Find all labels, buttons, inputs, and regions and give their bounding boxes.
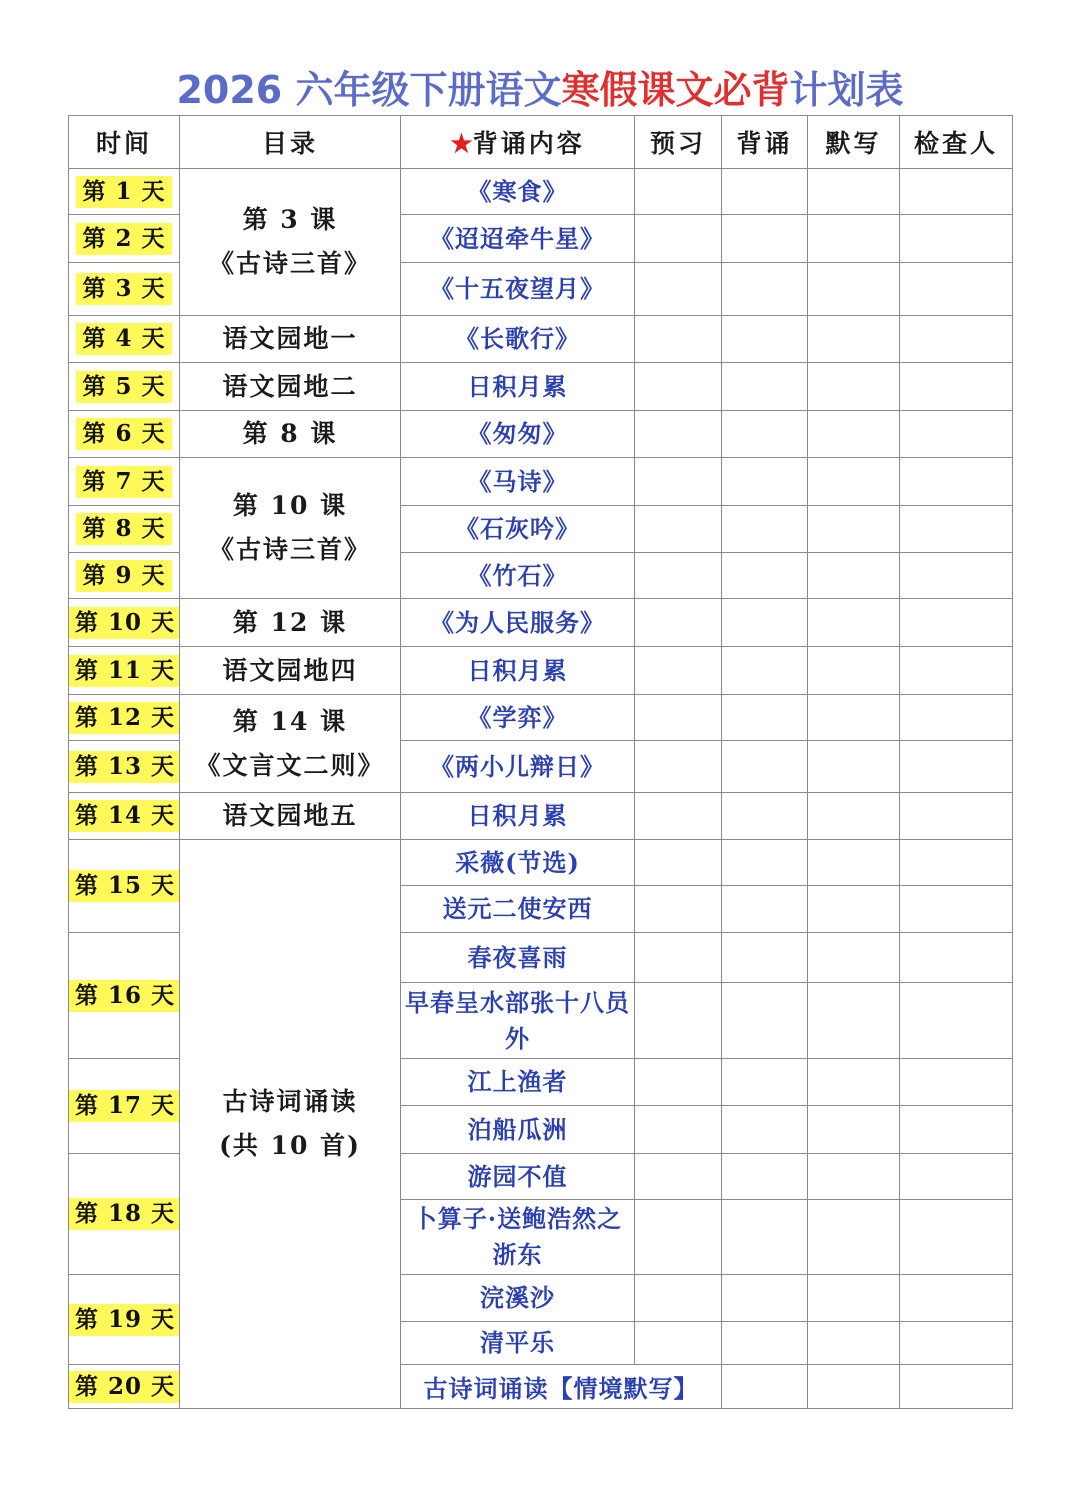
dictate-checkbox-cell[interactable] <box>808 458 900 506</box>
day-cell <box>69 363 180 411</box>
recitation-cell: 《匆匆》 <box>401 411 635 458</box>
preview-checkbox-cell[interactable] <box>635 169 722 215</box>
recite-checkbox-cell[interactable] <box>722 411 808 458</box>
day-label: 第 8 天 <box>76 513 171 545</box>
recitation-cell: 游园不值 <box>401 1154 635 1200</box>
preview-checkbox-cell[interactable] <box>635 793 722 840</box>
directory-line: 《古诗三首》 <box>208 249 371 278</box>
checker-cell[interactable] <box>900 411 1013 458</box>
recite-checkbox-cell[interactable] <box>722 840 808 886</box>
recite-checkbox-cell[interactable] <box>722 215 808 263</box>
table-row <box>69 316 1013 363</box>
dictate-checkbox-cell[interactable] <box>808 1154 900 1200</box>
preview-checkbox-cell[interactable] <box>635 458 722 506</box>
recitation-cell: 《为人民服务》 <box>401 599 635 647</box>
preview-checkbox-cell[interactable] <box>635 553 722 599</box>
directory-cell: 语文园地一 <box>180 316 401 363</box>
recite-checkbox-cell[interactable] <box>722 169 808 215</box>
checker-cell[interactable] <box>900 169 1013 215</box>
header-directory: 目录 <box>180 116 401 169</box>
recitation-cell: 早春呈水部张十八员外 <box>401 983 635 1059</box>
preview-checkbox-cell[interactable] <box>635 316 722 363</box>
checker-cell[interactable] <box>900 1322 1013 1365</box>
recite-checkbox-cell[interactable] <box>722 1154 808 1200</box>
header-preview: 预习 <box>635 116 722 169</box>
recitation-cell: 送元二使安西 <box>401 886 635 933</box>
preview-checkbox-cell[interactable] <box>722 1365 808 1409</box>
day-label: 第 5 天 <box>76 371 171 403</box>
recite-checkbox-cell[interactable] <box>722 1200 808 1275</box>
recite-checkbox-cell[interactable] <box>722 1059 808 1106</box>
checker-cell[interactable] <box>900 263 1013 316</box>
day-cell <box>69 263 180 316</box>
day-cell <box>69 506 180 553</box>
table-row <box>69 647 1013 695</box>
dictate-checkbox-cell[interactable] <box>808 1106 900 1154</box>
dictate-checkbox-cell[interactable] <box>808 793 900 840</box>
dictate-checkbox-cell[interactable] <box>808 363 900 411</box>
directory-cell: 语文园地二 <box>180 363 401 411</box>
day-label: 第 10 天 <box>69 607 180 639</box>
day-cell <box>69 933 180 1059</box>
day-label: 第 14 天 <box>69 800 180 832</box>
preview-checkbox-cell[interactable] <box>635 983 722 1059</box>
directory-cell: 语文园地四 <box>180 647 401 695</box>
day-cell <box>69 215 180 263</box>
recitation-cell: 《两小儿辩日》 <box>401 741 635 793</box>
title-part-highlight: 寒假课文必背 <box>561 68 790 112</box>
preview-checkbox-cell[interactable] <box>635 840 722 886</box>
recitation-cell: 《马诗》 <box>401 458 635 506</box>
recite-checkbox-cell[interactable] <box>722 599 808 647</box>
recite-checkbox-cell[interactable] <box>722 647 808 695</box>
recitation-cell: 日积月累 <box>401 363 635 411</box>
day-cell <box>69 1365 180 1409</box>
preview-checkbox-cell[interactable] <box>635 695 722 741</box>
title-part-grade: 2026 六年级下册语文 <box>176 68 562 112</box>
preview-checkbox-cell[interactable] <box>635 1322 722 1365</box>
checker-cell[interactable] <box>900 1275 1013 1322</box>
recite-checkbox-cell[interactable] <box>722 363 808 411</box>
recitation-cell: 采薇(节选) <box>401 840 635 886</box>
checker-cell[interactable] <box>900 1154 1013 1200</box>
recitation-cell: 《长歌行》 <box>401 316 635 363</box>
star-icon: ★ <box>450 129 473 158</box>
preview-checkbox-cell[interactable] <box>635 741 722 793</box>
preview-checkbox-cell[interactable] <box>635 647 722 695</box>
checker-cell[interactable] <box>900 793 1013 840</box>
day-cell <box>69 553 180 599</box>
day-label: 第 2 天 <box>76 223 171 255</box>
day-label: 第 1 天 <box>76 176 171 208</box>
day-cell <box>69 169 180 215</box>
recitation-cell: 《迢迢牵牛星》 <box>401 215 635 263</box>
directory-cell <box>180 840 401 1409</box>
day-label: 第 11 天 <box>69 655 180 687</box>
checker-cell[interactable] <box>900 458 1013 506</box>
day-label: 第 16 天 <box>69 980 180 1012</box>
directory-cell <box>180 458 401 599</box>
recitation-cell: 《寒食》 <box>401 169 635 215</box>
recitation-cell: 《学弈》 <box>401 695 635 741</box>
recite-checkbox-cell[interactable] <box>808 1365 900 1409</box>
preview-checkbox-cell[interactable] <box>635 363 722 411</box>
recitation-cell: 《竹石》 <box>401 553 635 599</box>
day-label: 第 17 天 <box>69 1090 180 1122</box>
preview-checkbox-cell[interactable] <box>635 933 722 983</box>
dictate-checkbox-cell[interactable] <box>808 215 900 263</box>
directory-cell <box>180 169 401 316</box>
recitation-plan-table <box>68 115 1013 1409</box>
recite-checkbox-cell[interactable] <box>722 695 808 741</box>
checker-cell[interactable] <box>900 647 1013 695</box>
day-label: 第 6 天 <box>76 418 171 450</box>
day-label: 第 4 天 <box>76 323 171 355</box>
checker-cell[interactable] <box>900 506 1013 553</box>
table-row <box>69 169 1013 215</box>
preview-checkbox-cell[interactable] <box>635 1154 722 1200</box>
title-part-plan: 计划表 <box>789 68 904 112</box>
day-cell <box>69 1154 180 1275</box>
table-row <box>69 840 1013 886</box>
day-label: 第 3 天 <box>76 273 171 305</box>
recite-checkbox-cell[interactable] <box>722 506 808 553</box>
table-row <box>69 599 1013 647</box>
directory-cell <box>180 695 401 793</box>
day-cell <box>69 741 180 793</box>
dictate-checkbox-cell[interactable] <box>808 599 900 647</box>
recitation-cell: 清平乐 <box>401 1322 635 1365</box>
day-label: 第 15 天 <box>69 870 180 902</box>
table-row <box>69 458 1013 506</box>
checker-cell[interactable] <box>900 1059 1013 1106</box>
checker-cell[interactable] <box>900 363 1013 411</box>
day-label: 第 20 天 <box>69 1371 180 1403</box>
dictate-checkbox-cell[interactable] <box>808 840 900 886</box>
recite-checkbox-cell[interactable] <box>722 983 808 1059</box>
checker-cell[interactable] <box>900 1106 1013 1154</box>
directory-line: 古诗词诵读 <box>222 1087 358 1116</box>
directory-cell: 第 8 课 <box>180 411 401 458</box>
dictate-checkbox-cell[interactable] <box>808 411 900 458</box>
final-review-cell: 古诗词诵读【情境默写】 <box>401 1365 722 1409</box>
recite-checkbox-cell[interactable] <box>722 1106 808 1154</box>
dictate-checkbox-cell[interactable] <box>808 741 900 793</box>
dictate-checkbox-cell[interactable] <box>808 1275 900 1322</box>
preview-checkbox-cell[interactable] <box>635 1200 722 1275</box>
dictate-checkbox-cell[interactable] <box>808 1200 900 1275</box>
checker-cell[interactable] <box>900 553 1013 599</box>
checker-cell[interactable] <box>900 983 1013 1059</box>
dictate-checkbox-cell[interactable] <box>808 695 900 741</box>
day-cell <box>69 1275 180 1365</box>
dictate-checkbox-cell[interactable] <box>808 647 900 695</box>
dictate-checkbox-cell[interactable] <box>808 1322 900 1365</box>
table-row <box>69 695 1013 741</box>
recite-checkbox-cell[interactable] <box>722 1275 808 1322</box>
preview-checkbox-cell[interactable] <box>635 506 722 553</box>
recitation-cell: 春夜喜雨 <box>401 933 635 983</box>
page-title <box>0 62 1080 118</box>
header-recite: 背诵 <box>722 116 808 169</box>
checker-cell[interactable] <box>900 741 1013 793</box>
directory-line: (共 10 首) <box>219 1131 361 1160</box>
directory-cell: 第 12 课 <box>180 599 401 647</box>
day-cell <box>69 599 180 647</box>
recite-checkbox-cell[interactable] <box>722 886 808 933</box>
checker-cell[interactable] <box>900 695 1013 741</box>
dictate-checkbox-cell[interactable] <box>808 933 900 983</box>
directory-line: 第 3 课 <box>242 205 338 234</box>
dictate-checkbox-cell[interactable] <box>808 169 900 215</box>
dictate-checkbox-cell[interactable] <box>900 1365 1013 1409</box>
day-cell <box>69 840 180 933</box>
dictate-checkbox-cell[interactable] <box>808 506 900 553</box>
recite-checkbox-cell[interactable] <box>722 263 808 316</box>
day-label: 第 9 天 <box>76 560 171 592</box>
day-label: 第 12 天 <box>69 702 180 734</box>
dictate-checkbox-cell[interactable] <box>808 316 900 363</box>
preview-checkbox-cell[interactable] <box>635 1059 722 1106</box>
day-label: 第 18 天 <box>69 1198 180 1230</box>
preview-checkbox-cell[interactable] <box>635 1106 722 1154</box>
checker-cell[interactable] <box>900 215 1013 263</box>
directory-line: 第 10 课 <box>232 491 348 520</box>
checker-cell[interactable] <box>900 599 1013 647</box>
table-row <box>69 363 1013 411</box>
recite-checkbox-cell[interactable] <box>722 458 808 506</box>
directory-line: 《古诗三首》 <box>208 535 371 564</box>
day-cell <box>69 793 180 840</box>
recitation-cell: 泊船瓜洲 <box>401 1106 635 1154</box>
directory-cell: 语文园地五 <box>180 793 401 840</box>
day-cell <box>69 458 180 506</box>
day-cell <box>69 695 180 741</box>
checker-cell[interactable] <box>900 933 1013 983</box>
recitation-cell: 日积月累 <box>401 647 635 695</box>
dictate-checkbox-cell[interactable] <box>808 983 900 1059</box>
preview-checkbox-cell[interactable] <box>635 886 722 933</box>
recitation-cell: 《石灰吟》 <box>401 506 635 553</box>
day-cell <box>69 1059 180 1154</box>
day-label: 第 7 天 <box>76 466 171 498</box>
dictate-checkbox-cell[interactable] <box>808 263 900 316</box>
checker-cell[interactable] <box>900 840 1013 886</box>
recite-checkbox-cell[interactable] <box>722 741 808 793</box>
recitation-cell: 日积月累 <box>401 793 635 840</box>
recitation-cell: 《十五夜望月》 <box>401 263 635 316</box>
table-row <box>69 411 1013 458</box>
dictate-checkbox-cell[interactable] <box>808 553 900 599</box>
recite-checkbox-cell[interactable] <box>722 933 808 983</box>
preview-checkbox-cell[interactable] <box>635 215 722 263</box>
header-checker: 检查人 <box>900 116 1013 169</box>
header-content <box>401 116 635 169</box>
checker-cell[interactable] <box>900 316 1013 363</box>
day-label: 第 13 天 <box>69 751 180 783</box>
preview-checkbox-cell[interactable] <box>635 599 722 647</box>
directory-line: 第 14 课 <box>232 706 348 736</box>
day-cell <box>69 316 180 363</box>
preview-checkbox-cell[interactable] <box>635 263 722 316</box>
dictate-checkbox-cell[interactable] <box>808 886 900 933</box>
header-content-label: 背诵内容 <box>472 129 585 158</box>
checker-cell[interactable] <box>900 886 1013 933</box>
preview-checkbox-cell[interactable] <box>635 411 722 458</box>
recitation-cell: 卜算子·送鲍浩然之浙东 <box>401 1200 635 1275</box>
header-row <box>69 116 1013 169</box>
day-cell <box>69 647 180 695</box>
recite-checkbox-cell[interactable] <box>722 316 808 363</box>
day-label: 第 19 天 <box>69 1304 180 1336</box>
header-time: 时间 <box>69 116 180 169</box>
recitation-cell: 浣溪沙 <box>401 1275 635 1322</box>
recite-checkbox-cell[interactable] <box>722 553 808 599</box>
day-cell <box>69 411 180 458</box>
recite-checkbox-cell[interactable] <box>722 1322 808 1365</box>
table-row <box>69 793 1013 840</box>
dictate-checkbox-cell[interactable] <box>808 1059 900 1106</box>
recitation-cell: 江上渔者 <box>401 1059 635 1106</box>
directory-line: 《文言文二则》 <box>195 750 385 780</box>
checker-cell[interactable] <box>900 1200 1013 1275</box>
preview-checkbox-cell[interactable] <box>635 1275 722 1322</box>
header-dictate: 默写 <box>808 116 900 169</box>
recite-checkbox-cell[interactable] <box>722 793 808 840</box>
